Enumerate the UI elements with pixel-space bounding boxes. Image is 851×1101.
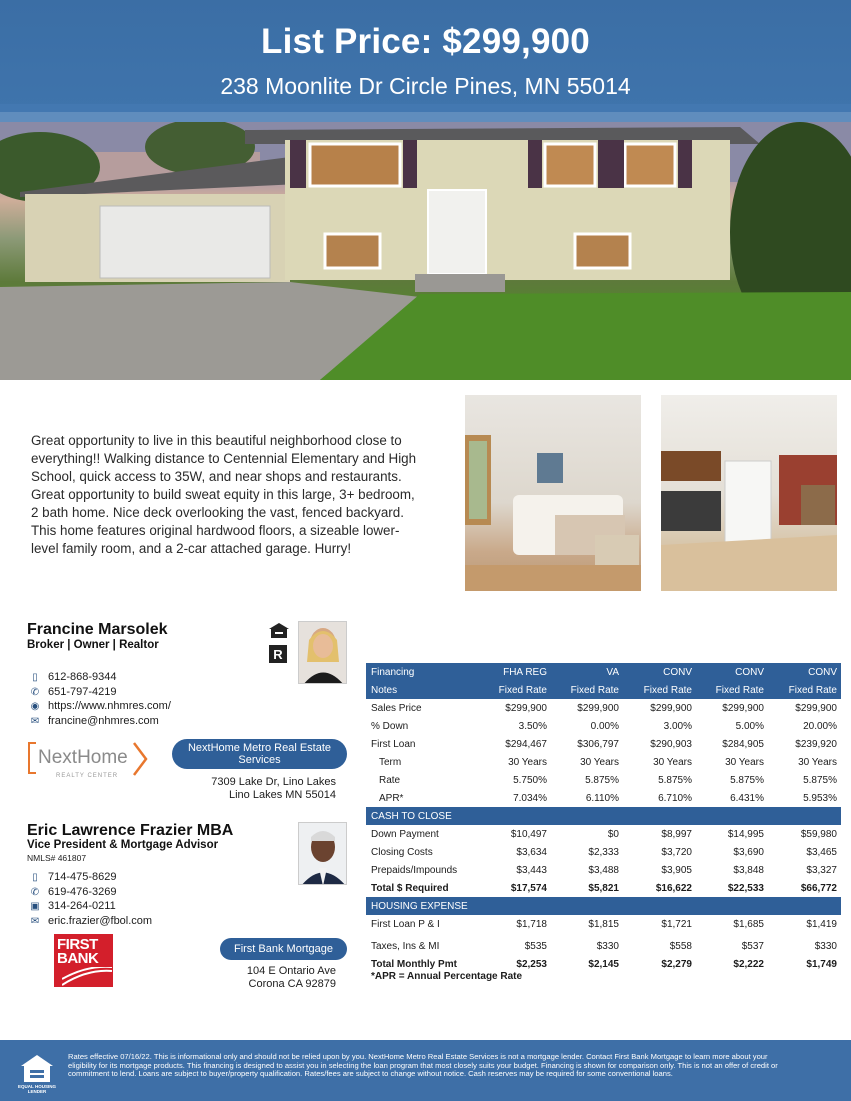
- realtor-email-text: francine@nhmres.com: [48, 715, 159, 727]
- first-bank-stripes-icon: [62, 967, 112, 987]
- page-header: [0, 0, 851, 112]
- logo-chevron-icon: [132, 742, 148, 776]
- row-label: Financing: [366, 663, 479, 681]
- section-label: HOUSING EXPENSE: [366, 897, 841, 915]
- first-bank-logo: [54, 934, 113, 987]
- lender-title: Vice President & Mortgage Advisor: [27, 839, 219, 851]
- table-cell: 5.00%: [735, 720, 764, 732]
- table-cell: $2,279: [661, 958, 692, 970]
- table-cell: FHA REG: [479, 663, 551, 681]
- realtor-office-address: [180, 776, 336, 802]
- realtor-title: Broker | Owner | Realtor: [27, 639, 159, 651]
- table-cell: $10,497: [510, 828, 547, 840]
- lender-fax-text: 314-264-0211: [48, 900, 116, 912]
- row-label: Term: [379, 756, 402, 768]
- table-cell: 30 Years: [653, 756, 692, 768]
- house-exterior-photo: [0, 122, 851, 380]
- table-cell: $3,690: [733, 846, 764, 858]
- section-label: CASH TO CLOSE: [366, 807, 841, 825]
- equal-housing-icon: [268, 622, 290, 640]
- table-cell: $3,327: [806, 864, 837, 876]
- table-row: [366, 699, 841, 717]
- envelope-icon: ✉: [30, 915, 40, 927]
- table-cell: $239,920: [795, 738, 837, 750]
- table-cell: $2,145: [588, 958, 619, 970]
- table-cell: 7.034%: [513, 792, 547, 804]
- property-address: 238 Moonlite Dr Circle Pines, MN 55014: [220, 73, 631, 99]
- realtor-email[interactable]: [28, 715, 159, 727]
- table-cell: 5.750%: [513, 774, 547, 786]
- lender-name: Eric Lawrence Frazier MBA: [27, 822, 234, 839]
- ehl-label: EQUAL HOUSING LENDER: [18, 1084, 56, 1094]
- table-cell: 5.875%: [658, 774, 692, 786]
- table-cell: $558: [669, 940, 692, 952]
- row-label: APR*: [379, 792, 404, 804]
- table-cell: VA: [551, 663, 623, 681]
- table-header-row: [366, 663, 841, 681]
- table-cell: 30 Years: [798, 756, 837, 768]
- lender-headshot: [298, 822, 347, 885]
- list-price: List Price: $299,900: [261, 22, 590, 61]
- table-row: [366, 861, 841, 879]
- first-bank-logo-line2: BANK: [57, 950, 99, 967]
- lender-phone-2-text: 619-476-3269: [48, 886, 117, 898]
- realtor-address-line1: 7309 Lake Dr, Lino Lakes: [211, 776, 336, 788]
- table-cell: 5.953%: [803, 792, 837, 804]
- table-cell: $3,465: [806, 846, 837, 858]
- table-cell: $3,905: [661, 864, 692, 876]
- table-cell: 6.431%: [730, 792, 764, 804]
- row-label: First Loan P & I: [371, 918, 440, 930]
- bedroom-photo: [465, 395, 641, 591]
- lender-email-text: eric.frazier@fbol.com: [48, 915, 153, 927]
- table-cell: $66,772: [800, 882, 837, 894]
- table-cell: $1,749: [806, 958, 837, 970]
- row-label: Closing Costs: [371, 846, 433, 858]
- realtor-name: Francine Marsolek: [27, 621, 168, 638]
- nexthome-logo-text: NextHome: [38, 747, 128, 768]
- realtor-website[interactable]: [28, 700, 171, 712]
- lender-phone-2[interactable]: [28, 886, 117, 898]
- logo-bracket-left: [28, 742, 36, 774]
- table-cell: CONV: [696, 663, 768, 681]
- table-cell: $17,574: [510, 882, 547, 894]
- table-cell: $3,720: [661, 846, 692, 858]
- table-cell: 5.875%: [803, 774, 837, 786]
- phone-icon: ✆: [30, 686, 40, 698]
- realtor-r-icon: [268, 644, 288, 666]
- table-cell: $1,721: [661, 918, 692, 930]
- table-cell: 6.710%: [658, 792, 692, 804]
- table-cell: $1,685: [733, 918, 764, 930]
- table-cell: $535: [524, 940, 547, 952]
- lender-company-badge: First Bank Mortgage: [220, 938, 347, 960]
- row-label: Down Payment: [371, 828, 439, 840]
- table-cell: $1,718: [516, 918, 547, 930]
- mobile-icon: ▯: [32, 871, 38, 883]
- table-cell: $294,467: [505, 738, 547, 750]
- table-cell: $2,222: [733, 958, 764, 970]
- table-row: [366, 825, 841, 843]
- table-cell: $290,903: [650, 738, 692, 750]
- lender-fax[interactable]: [28, 900, 116, 912]
- table-cell: $299,900: [795, 702, 837, 714]
- table-cell: $537: [741, 940, 764, 952]
- table-cell: 30 Years: [580, 756, 619, 768]
- table-cell: $8,997: [661, 828, 692, 840]
- table-cell: $299,900: [650, 702, 692, 714]
- disclaimer-text: Rates effective 07/16/22. This is informational only and should not be relied upon by you. NextHome Metro Real Estate Services is not a mortgage lender. Contact First Bank Mortgage to learn more about your eligibility for its mortgage products. This financing is designed to assist you in selecting the loan program that most closely suits your budget. Financing is shown for comparison only. This is not an offer of credit or commitment to lend. Loans are subject to buyer/property qualification. Rates/fees are subject to change without notice. Cash reserves may be required for some conventional loans.: [68, 1052, 778, 1078]
- table-cell: 6.110%: [585, 792, 619, 804]
- table-cell: $299,900: [722, 702, 764, 714]
- realtor-phone-2-text: 651-797-4219: [48, 686, 117, 698]
- table-row: [366, 771, 841, 789]
- row-label: First Loan: [371, 738, 416, 750]
- envelope-icon: ✉: [30, 715, 40, 727]
- section-cash-to-close: [366, 807, 841, 825]
- table-row: [366, 789, 841, 807]
- row-label: Total Monthly Pmt: [371, 958, 457, 970]
- table-row: [366, 937, 841, 955]
- row-label: Prepaids/Impounds: [371, 864, 458, 876]
- table-cell: Fixed Rate: [479, 681, 551, 699]
- row-label: % Down: [371, 720, 409, 732]
- lender-email[interactable]: [28, 915, 152, 927]
- table-cell: 5.875%: [585, 774, 619, 786]
- table-cell: $22,533: [727, 882, 764, 894]
- svg-text:R: R: [273, 647, 283, 662]
- table-cell: $3,634: [516, 846, 547, 858]
- realtor-address-line2: Lino Lakes MN 55014: [228, 789, 336, 801]
- table-cell: $14,995: [727, 828, 764, 840]
- lender-address-line2: Corona CA 92879: [248, 978, 336, 990]
- total-required-row: [366, 879, 841, 897]
- table-cell: 30 Years: [725, 756, 764, 768]
- equal-housing-lender-icon: [18, 1053, 56, 1094]
- table-cell: CONV: [623, 663, 696, 681]
- phone-icon: ✆: [30, 886, 40, 898]
- table-cell: Fixed Rate: [623, 681, 696, 699]
- globe-icon: ◉: [30, 700, 40, 712]
- fax-icon: ▣: [30, 900, 40, 912]
- table-row: [366, 753, 841, 771]
- table-cell: $3,848: [733, 864, 764, 876]
- table-cell: $330: [596, 940, 619, 952]
- table-cell: 30 Years: [508, 756, 547, 768]
- property-description: Great opportunity to live in this beautiful neighborhood close to everything!! Walking distance to Centennial Elementary and High School, quick access to 35W, and near shops and restaurants. Great opportunity to build sweat equity in this large, 3+ bedroom, 2 bath home. Nice deck overlooking the vast, fenced backyard. This home features original hardwood floors, a sizeable lower-level family room, and a 2-car attached garage. Hurry!: [31, 433, 417, 556]
- table-row: [366, 735, 841, 753]
- table-cell: $284,905: [722, 738, 764, 750]
- realtor-company-badge: NextHome Metro Real Estate Services: [172, 739, 347, 769]
- lender-nmls: NMLS# 461807: [27, 853, 87, 863]
- realtor-headshot: [298, 621, 347, 684]
- table-cell: $59,980: [800, 828, 837, 840]
- table-cell: $299,900: [505, 702, 547, 714]
- section-housing-expense: [366, 897, 841, 915]
- table-cell: $16,622: [655, 882, 692, 894]
- table-cell: 20.00%: [803, 720, 837, 732]
- table-cell: CONV: [768, 663, 841, 681]
- row-label: Rate: [379, 774, 401, 786]
- mobile-icon: ▯: [32, 671, 38, 683]
- table-cell: 5.875%: [730, 774, 764, 786]
- lender-office-address: [180, 965, 336, 991]
- realtor-phone-1[interactable]: [28, 671, 117, 683]
- table-cell: 3.00%: [663, 720, 692, 732]
- table-row: [366, 717, 841, 735]
- disclaimer-footer: [0, 1040, 851, 1101]
- table-cell: 3.50%: [518, 720, 547, 732]
- table-cell: 0.00%: [590, 720, 619, 732]
- financing-table: [366, 663, 841, 973]
- table-row: [366, 915, 841, 933]
- table-row: [366, 843, 841, 861]
- row-label: Taxes, Ins & MI: [371, 940, 440, 952]
- table-cell: $306,797: [577, 738, 619, 750]
- first-bank-logo-line1: FIRST: [57, 936, 98, 953]
- lender-address-line1: 104 E Ontario Ave: [246, 965, 336, 977]
- table-cell: $330: [814, 940, 837, 952]
- realtor-phone-2[interactable]: [28, 686, 117, 698]
- table-cell: $2,333: [588, 846, 619, 858]
- row-label: Notes: [366, 681, 479, 699]
- realtor-website-text: https://www.nhmres.com/: [48, 700, 171, 712]
- nexthome-logo-sub: REALTY CENTER: [56, 773, 119, 779]
- realtor-phone-1-text: 612-868-9344: [48, 671, 117, 683]
- row-label: Sales Price: [371, 702, 422, 714]
- table-cell: $1,815: [588, 918, 619, 930]
- kitchen-photo: [661, 395, 837, 591]
- table-cell: $2,253: [516, 958, 547, 970]
- table-cell: $0: [607, 828, 619, 840]
- table-cell: $299,900: [577, 702, 619, 714]
- table-cell: Fixed Rate: [551, 681, 623, 699]
- nexthome-logo: [28, 742, 148, 782]
- table-cell: $3,488: [588, 864, 619, 876]
- table-notes-row: [366, 681, 841, 699]
- lender-phone-1[interactable]: [28, 871, 117, 883]
- table-cell: $1,419: [806, 918, 837, 930]
- table-cell: Fixed Rate: [768, 681, 841, 699]
- apr-note: *APR = Annual Percentage Rate: [371, 971, 523, 982]
- table-cell: $5,821: [588, 882, 619, 894]
- table-cell: $3,443: [516, 864, 547, 876]
- table-cell: Fixed Rate: [696, 681, 768, 699]
- row-label: Total $ Required: [371, 882, 449, 894]
- lender-phone-1-text: 714-475-8629: [48, 871, 117, 883]
